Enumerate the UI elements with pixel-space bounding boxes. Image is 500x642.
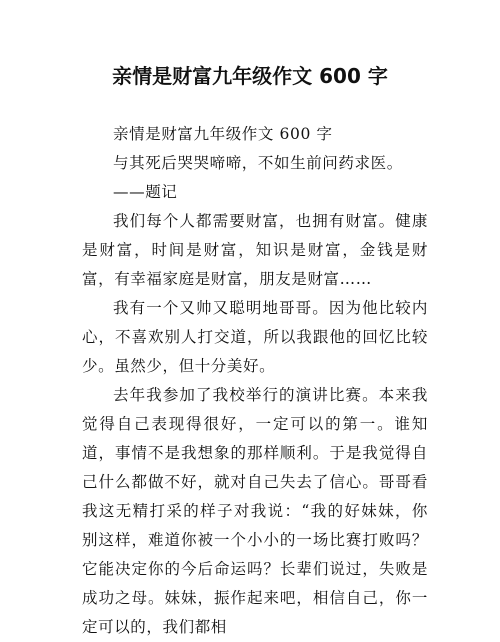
paragraph-brother: 我有一个又帅又聪明地哥哥。因为他比较内心，不喜欢别人打交道，所以我跟他的回忆比较少。虽然少，但十分美好。	[82, 299, 428, 375]
document-title: 亲情是财富九年级作文 600 字	[112, 64, 388, 88]
paragraph-subtitle: 亲情是财富九年级作文 600 字	[113, 125, 333, 143]
paragraph-wealth: 我们每个人都需要财富，也拥有财富。健康是财富，时间是财富，知识是财富，金钱是财富，有幸福家庭是财富，朋友是财富……	[82, 212, 428, 288]
paragraph-epigraph: 与其死后哭哭啼啼，不如生前问药求医。	[113, 154, 403, 172]
document-body	[82, 120, 428, 642]
paragraph-epigraph-source: ——题记	[113, 183, 178, 201]
paragraph-speech-contest: 去年我参加了我校举行的演讲比赛。本来我觉得自己表现得很好，一定可以的第一。谁知道，事情不是我想象的那样顺利。于是我觉得自己什么都做不好，就对自己失去了信心。哥哥看我这无精打采的样子对我说：“我的好妹妹，你别这样，难道你被一个小小的一场比赛打败吗？它能决定你的今后命运吗？长辈们说过，失败是成功之母。妹妹，振作起来吧，相信自己，你一定可以的，我们都相	[82, 386, 428, 636]
